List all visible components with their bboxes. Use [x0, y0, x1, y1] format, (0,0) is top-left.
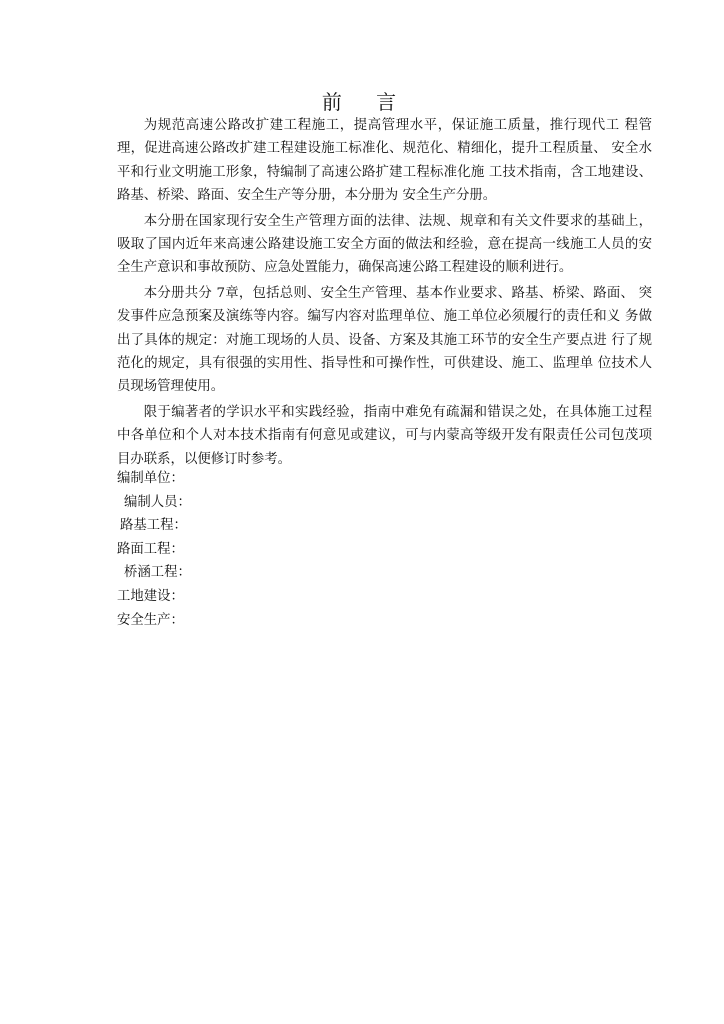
credit-subgrade: 路基工程：	[120, 518, 187, 534]
page-title: 前 言	[321, 90, 411, 114]
credit-compiling-unit: 编制单位：	[117, 471, 184, 486]
credits-list	[117, 467, 191, 632]
preface-paragraph-2: 本分册在国家现行安全生产管理方面的法律、法规、规章和有关文件要求的基础上，吸取了国内近年来高速公路建设施工安全方面的做法和经验，意在提高一线施工人员的安全生产意识和事故预防、应急处置能力，确保高速公路工程建设的顺利进行。	[117, 213, 652, 276]
credit-safety-production: 安全生产：	[117, 612, 184, 628]
credit-bridge-culvert: 桥涵工程：	[124, 565, 191, 581]
preface-paragraph-4: 限于编著者的学识水平和实践经验，指南中难免有疏漏和错误之处，在具体施工过程中各单位和个人对本技术指南有何意见或建议，可与内蒙高等级开发有限责任公司包茂项目办联系，以便修订时参考。	[117, 404, 652, 467]
credit-site-construction: 工地建设：	[117, 588, 184, 604]
preface-paragraph-1: 为规范高速公路改扩建工程施工，提高管理水平，保证施工质量，推行现代工 程管理，促进高速公路改扩建工程建设施工标准化、规范化、精细化，提升工程质量、 安全水平和行业文明施工形象，特编制了高速公路扩建工程标准化施 工技术指南，含工地建设、路基、桥梁、路面、安全生产等分册，本分册为 安全生产分册。	[117, 118, 652, 204]
preface-paragraph-3: 本分册共分 7章，包括总则、安全生产管理、基本作业要求、路基、桥梁、路面、 突发事件应急预案及演练等内容。编写内容对监理单位、施工单位必须履行的责任和义 务做出了具体的规定：对施工现场的人员、设备、方案及其施工环节的安全生产要点进 行了规范化的规定，具有很强的实用性、指导性和可操作性，可供建设、施工、监理单 位技术人员现场管理使用。	[117, 285, 652, 395]
preface-body	[117, 114, 652, 471]
credit-pavement: 路面工程：	[117, 541, 184, 557]
credit-compilers: 编制人员：	[124, 494, 191, 510]
